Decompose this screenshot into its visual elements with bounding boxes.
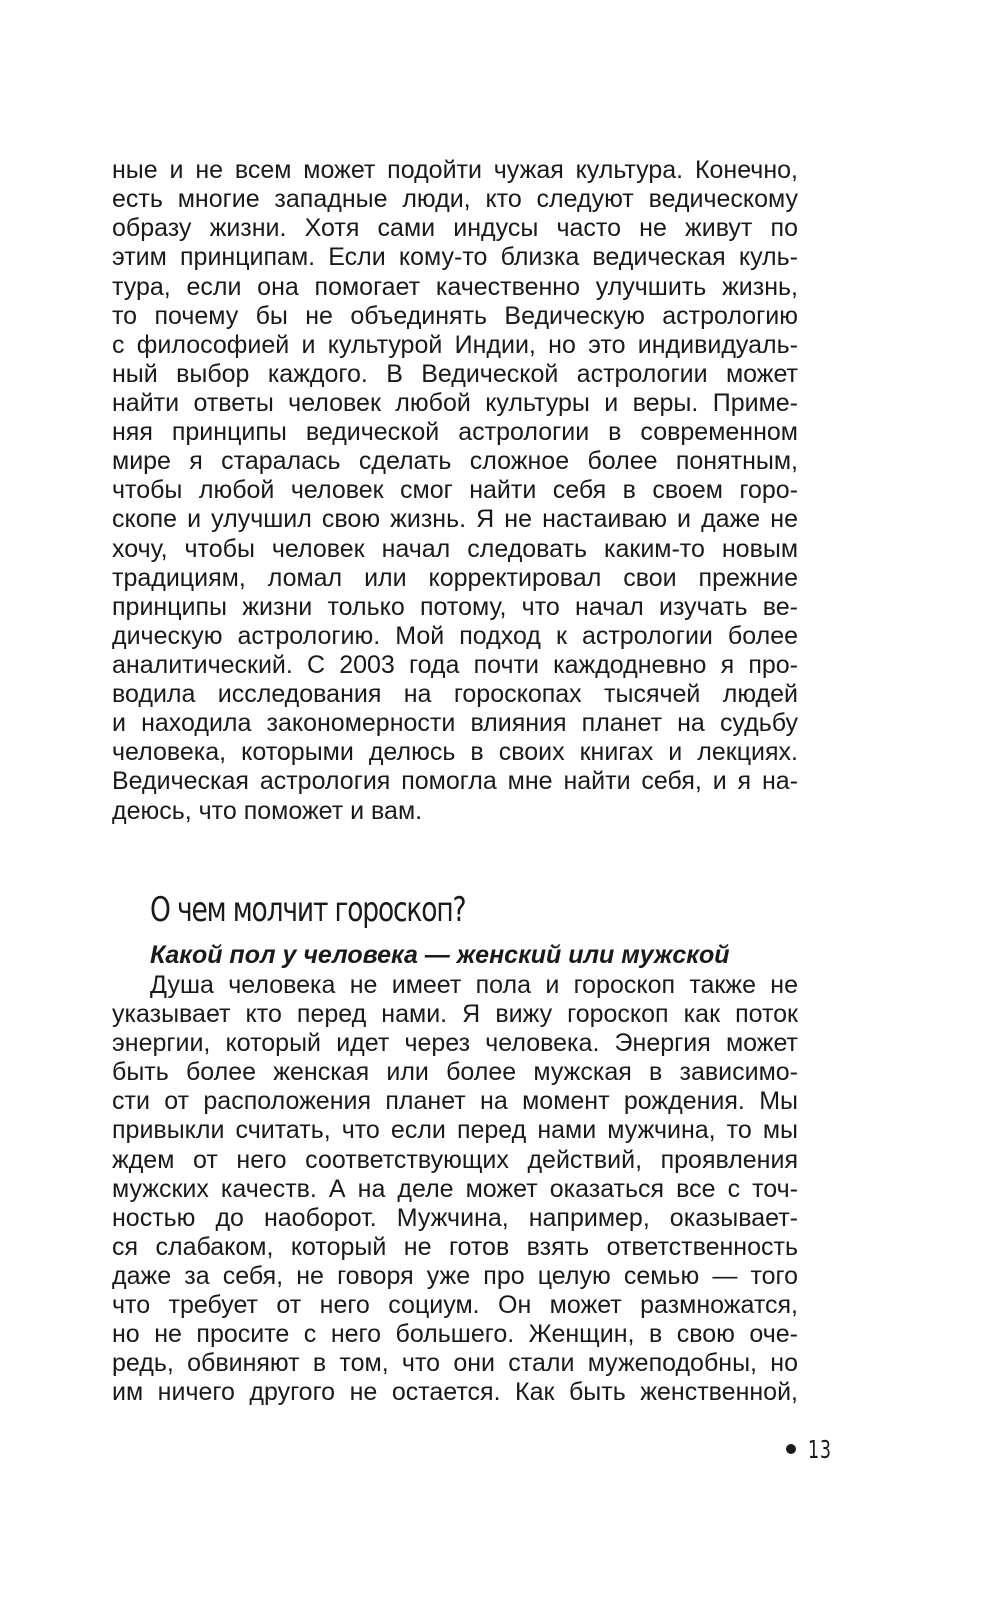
text-line: человека, которыми делюсь в своих книгах и лекциях. xyxy=(112,738,798,766)
bullet-icon xyxy=(786,1444,796,1454)
text-line: сти от расположения планет на момент рождения. Мы xyxy=(112,1087,798,1115)
text-line: хочу, чтобы человек начал следовать каким-то новым xyxy=(112,535,798,563)
text-line: ностью до наоборот. Мужчина, например, оказывает- xyxy=(112,1204,798,1232)
text-line: чтобы любой человек смог найти себя в своем горо- xyxy=(112,476,798,504)
subheading: Какой пол у человека — женский или мужской xyxy=(150,941,730,969)
text-line: мире я старалась сделать сложное более понятным, xyxy=(112,447,798,475)
text-line: то почему бы не объединять Ведическую астрологию xyxy=(112,302,798,330)
text-line: энергии, который идет через человека. Энергия может xyxy=(112,1029,798,1057)
text-line: им ничего другого не остается. Как быть женственной, xyxy=(112,1378,798,1406)
text-line: с философией и культурой Индии, но это индивидуаль- xyxy=(112,331,798,359)
text-line: образу жизни. Хотя сами индусы часто не живут по xyxy=(112,214,798,242)
text-line: аналитический. С 2003 года почти каждодневно я про- xyxy=(112,651,798,679)
text-line: и находила закономерности влияния планет на судьбу xyxy=(112,709,798,737)
text-line: дическую астрологию. Мой подход к астрологии более xyxy=(112,622,798,650)
text-line: мужских качеств. А на деле может оказаться все с точ- xyxy=(112,1175,798,1203)
page-number: 13 xyxy=(808,1434,832,1464)
text-line: традициям, ломал или корректировал свои прежние xyxy=(112,564,798,592)
text-line: но не просите с него большего. Женщин, в свою оче- xyxy=(112,1320,798,1348)
text-line: что требует от него социум. Он может размножатся, xyxy=(112,1291,798,1319)
text-line: указывает кто перед нами. Я вижу гороскоп как поток xyxy=(112,1000,798,1028)
text-line: скопе и улучшил свою жизнь. Я не настаиваю и даже не xyxy=(112,505,798,533)
text-line: водила исследования на гороскопах тысячей людей xyxy=(112,680,798,708)
text-line: няя принципы ведической астрологии в современном xyxy=(112,418,798,446)
text-line: редь, обвиняют в том, что они стали мужеподобны, но xyxy=(112,1349,798,1377)
text-line: есть многие западные люди, кто следуют ведическому xyxy=(112,185,798,213)
text-line: этим принципам. Если кому-то близка ведическая куль- xyxy=(112,243,798,271)
text-line: тура, если она помогает качественно улучшить жизнь, xyxy=(112,273,798,301)
section-heading: О чем молчит гороскоп? xyxy=(150,890,466,930)
page-footer xyxy=(786,1433,842,1465)
text-line: ные и не всем может подойти чужая культура. Конечно, xyxy=(112,156,798,184)
text-line: ный выбор каждого. В Ведической астрологии может xyxy=(112,360,798,388)
text-line: Ведическая астрология помогла мне найти себя, и я на- xyxy=(112,767,798,795)
text-line: ся слабаком, который не готов взять ответственность xyxy=(112,1233,798,1261)
text-line: деюсь, что поможет и вам. xyxy=(112,797,423,825)
text-line: найти ответы человек любой культуры и веры. Приме- xyxy=(112,389,798,417)
text-line: Душа человека не имеет пола и гороскоп также не xyxy=(150,971,798,999)
text-line: привыкли считать, что если перед нами мужчина, то мы xyxy=(112,1116,798,1144)
text-line: ждем от него соответствующих действий, проявления xyxy=(112,1146,798,1174)
text-line: принципы жизни только потому, что начал изучать ве- xyxy=(112,593,798,621)
text-line: быть более женская или более мужская в зависимо- xyxy=(112,1058,798,1086)
text-line: даже за себя, не говоря уже про целую семью — того xyxy=(112,1262,798,1290)
